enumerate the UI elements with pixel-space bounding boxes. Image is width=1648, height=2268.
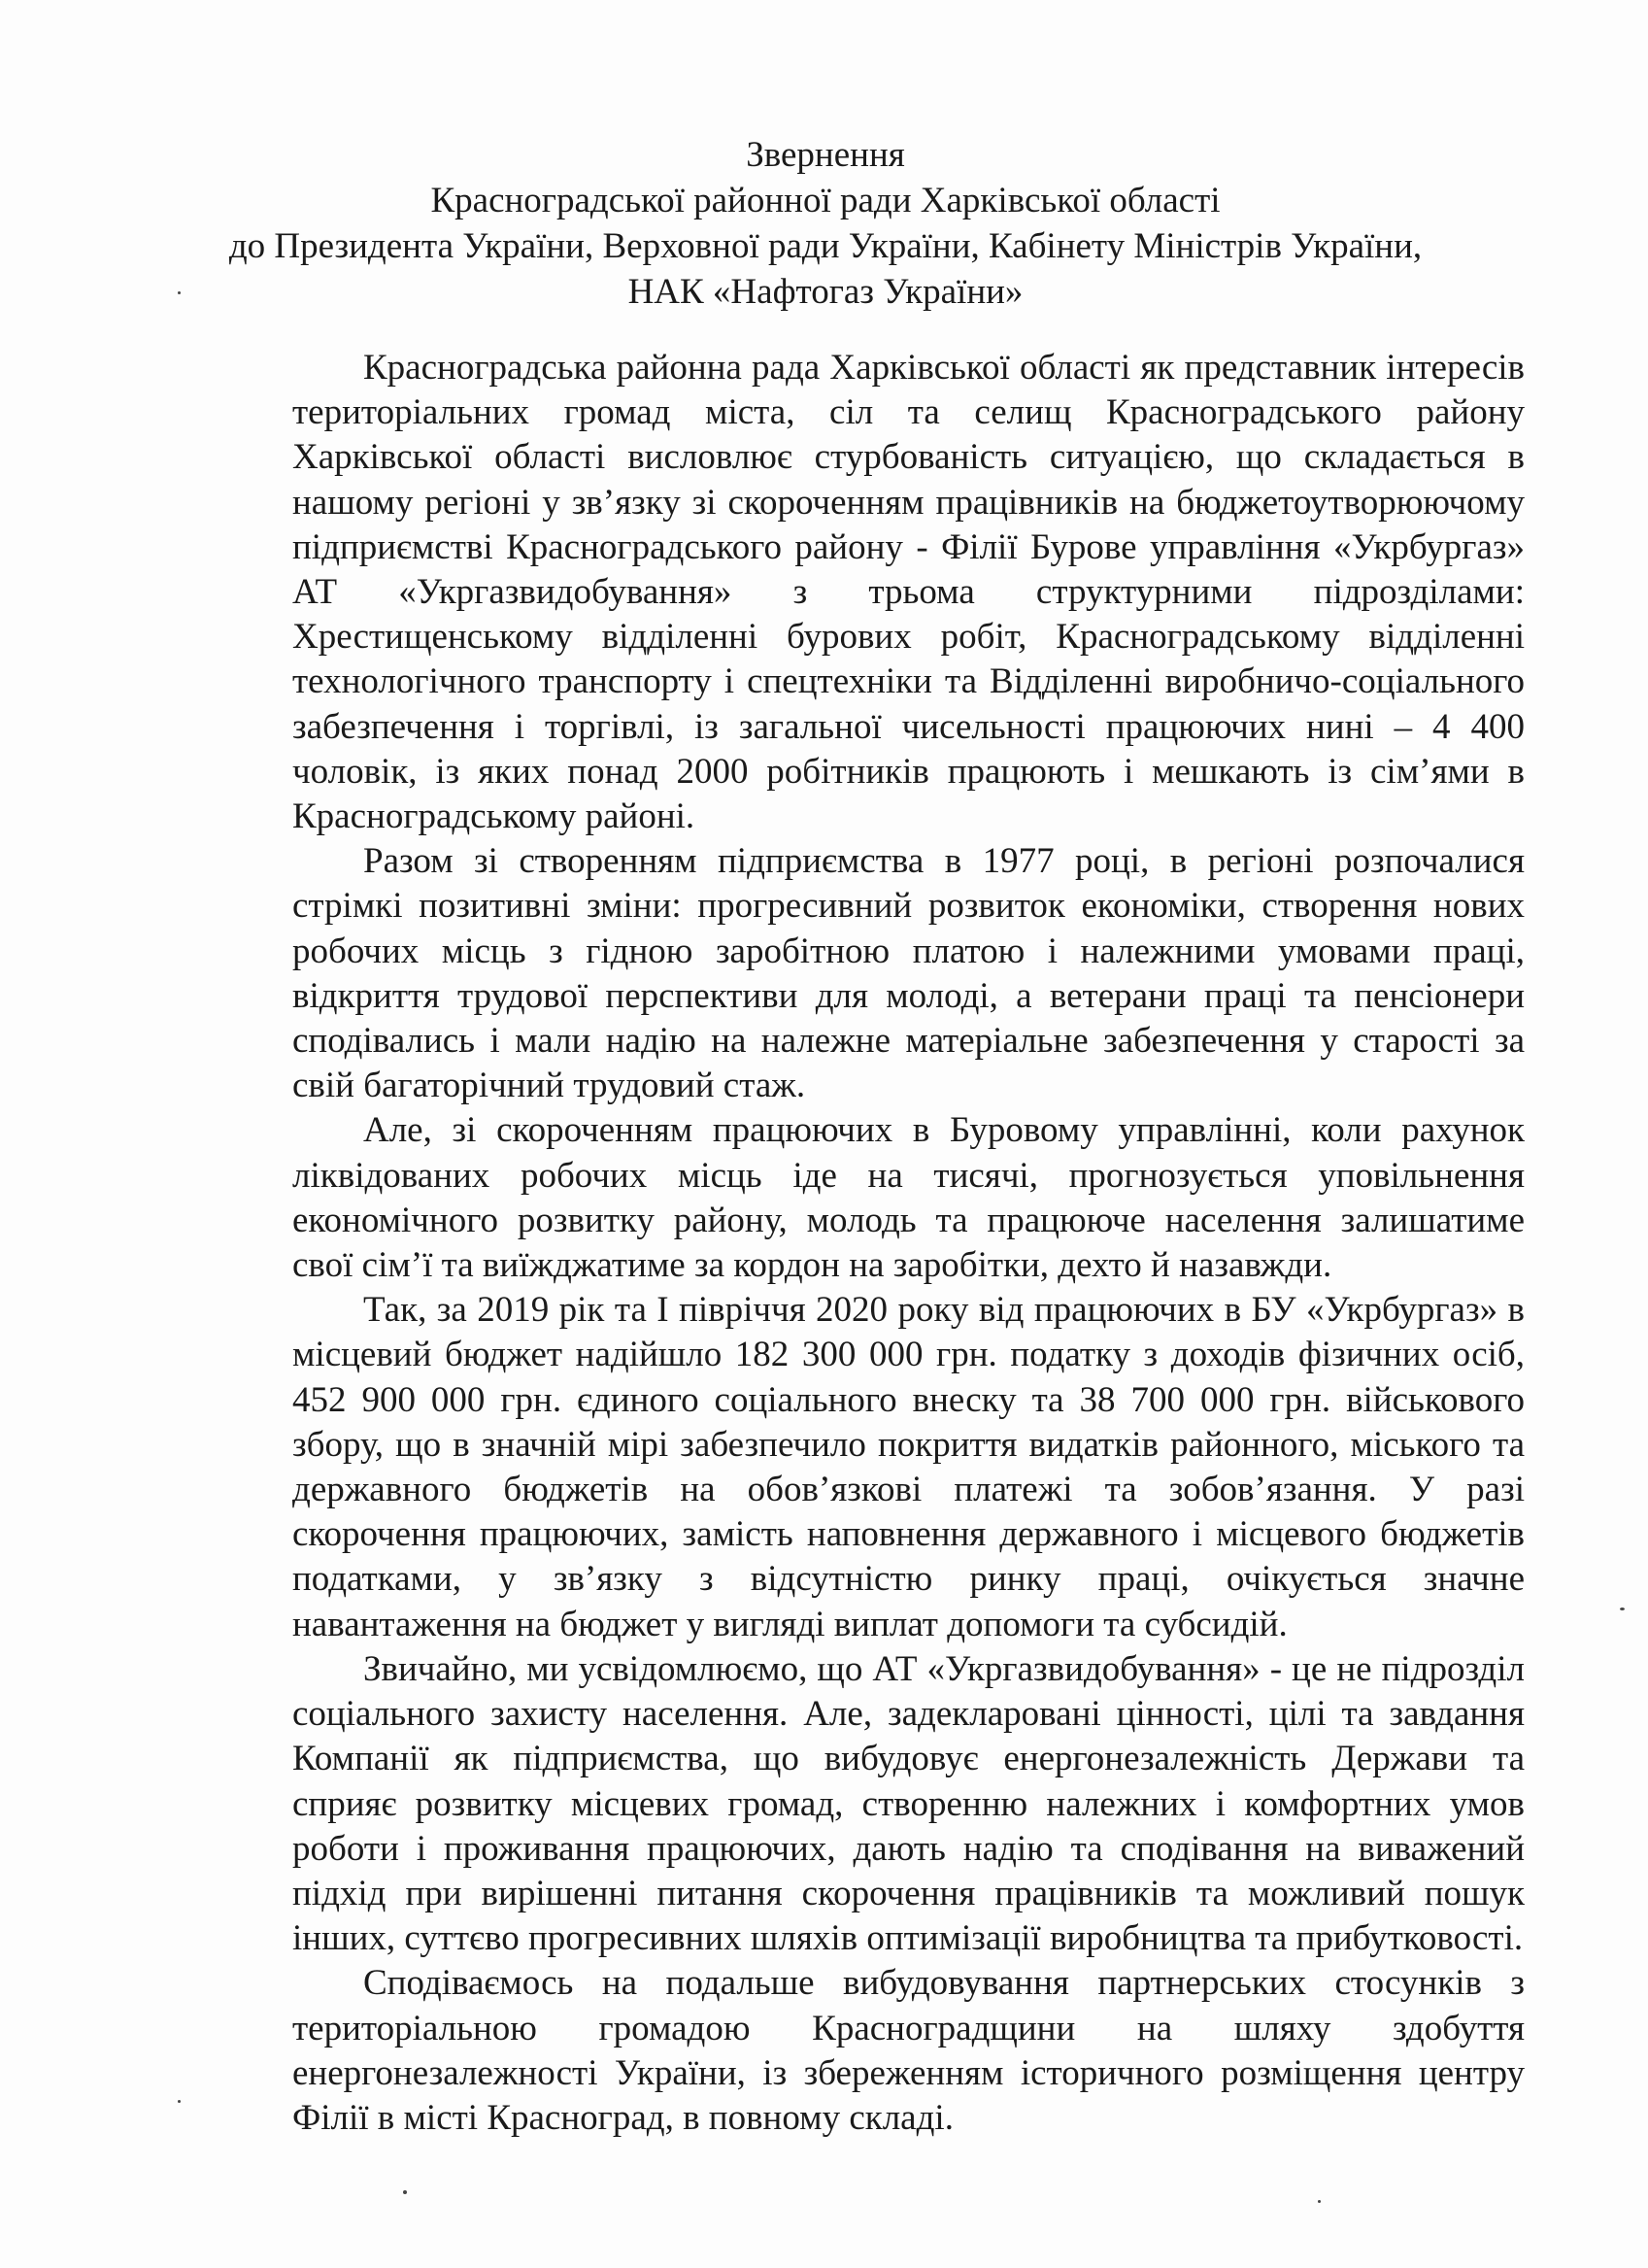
document-body <box>221 346 1525 2141</box>
text-line: скорочення працюючих, замість наповнення державного і місцевого бюджетів <box>292 1514 1525 1555</box>
scan-speck <box>1620 1608 1625 1610</box>
text-line: Хрестищенському відділенні бурових робіт, Красноградському відділенні <box>292 617 1525 658</box>
text-line: податками, у зв’язку з відсутністю ринку праці, очікується значне <box>292 1559 1525 1600</box>
text-line: сприяє розвитку місцевих громад, створенню належних і комфортних умов <box>292 1783 1525 1824</box>
text-line: свої сім’ї та виїжджатиме за кордон на заробітки, дехто й назавжди. <box>292 1245 1332 1286</box>
header-author: Красноградської районної ради Харківської області <box>430 181 1221 220</box>
text-line: робочих місць з гідною заробітною платою і належними умовами праці, <box>292 931 1525 971</box>
scan-speck <box>1318 2200 1321 2203</box>
header-title: Звернення <box>746 135 905 175</box>
text-line: місцевий бюджет надійшло 182 300 000 грн. податку з доходів фізичних осіб, <box>292 1335 1525 1375</box>
text-line: Компанії як підприємства, що вибудовує енергонезалежність Держави та <box>292 1739 1525 1779</box>
text-line: сподівались і мали надію на належне матеріальне забезпечення у старості за <box>292 1021 1525 1062</box>
text-line: енергонезалежності України, із збереженням історичного розміщення центру <box>292 2052 1525 2093</box>
header-addressee-naftogaz: НАК «Нафтогаз України» <box>627 272 1024 312</box>
text-line: Красноградському районі. <box>292 796 695 837</box>
text-line: технологічного транспорту і спецтехніки та Відділенні виробничо-соціального <box>292 661 1525 702</box>
scan-speck <box>178 2100 181 2103</box>
document-header <box>146 132 1505 315</box>
scan-speck <box>403 2190 407 2194</box>
text-line: підприємстві Красноградського району - Філії Бурове управління «Укрбургаз» <box>292 526 1525 567</box>
text-line: територіальною громадою Красноградщини на шляху здобуття <box>292 2008 1525 2048</box>
text-line: Так, за 2019 рік та І півріччя 2020 року від працюючих в БУ «Укрбургаз» в <box>363 1290 1525 1331</box>
text-line: Звичайно, ми усвідомлюємо, що АТ «Укргазвидобування» - це не підрозділ <box>363 1648 1525 1689</box>
text-line: територіальних громад міста, сіл та селищ Красноградського району <box>292 392 1525 433</box>
text-line: соціального захисту населення. Але, задекларовані цінності, цілі та завдання <box>292 1694 1525 1735</box>
text-line: роботи і проживання працюючих, дають надію та сподівання на виважений <box>292 1828 1525 1869</box>
text-line: чоловік, із яких понад 2000 робітників працюють і мешкають із сім’ями в <box>292 751 1525 792</box>
text-line: підхід при вирішенні питання скорочення працівників та можливий пошук <box>292 1873 1525 1913</box>
paragraph-6 <box>221 1961 1525 2141</box>
text-line: державного бюджетів на обов’язкові платежі та зобов’язання. У разі <box>292 1470 1525 1510</box>
paragraph-2 <box>221 839 1525 1108</box>
text-line: ліквідованих робочих місць іде на тисячі, прогнозується уповільнення <box>292 1155 1525 1196</box>
text-line: нашому регіоні у зв’язку зі скороченням працівників на бюджетоутворюючому <box>292 482 1525 523</box>
text-line: стрімкі позитивні зміни: прогресивний розвиток економіки, створення нових <box>292 886 1525 927</box>
text-line: АТ «Укргазвидобування» з трьома структурними підрозділами: <box>292 572 1525 613</box>
text-line: свій багаторічний трудовий стаж. <box>292 1066 806 1106</box>
text-line: забезпечення і торгівлі, із загальної чисельності працюючих нині – 4 400 <box>292 706 1525 747</box>
text-line: Красноградська районна рада Харківської області як представник інтересів <box>363 348 1525 388</box>
paragraph-5 <box>221 1647 1525 1961</box>
scan-speck <box>178 291 181 294</box>
paragraph-4 <box>221 1288 1525 1647</box>
text-line: навантаження на бюджет у вигляді виплат допомоги та субсидій. <box>292 1604 1288 1644</box>
header-addressees: до Президента України, Верховної ради України, Кабінету Міністрів України, <box>228 226 1423 266</box>
text-line: Філії в місті Красноград, в повному складі. <box>292 2097 954 2138</box>
text-line: 452 900 000 грн. єдиного соціального внеску та 38 700 000 грн. військового <box>292 1379 1525 1420</box>
text-line: збору, що в значній мірі забезпечило покриття видатків районного, міського та <box>292 1424 1525 1465</box>
text-line: інших, суттєво прогресивних шляхів оптимізації виробництва та прибутковості. <box>292 1918 1524 1959</box>
text-line: відкриття трудової перспективи для молоді, а ветерани праці та пенсіонери <box>292 975 1525 1016</box>
paragraph-1 <box>221 346 1525 839</box>
text-line: Але, зі скороченням працюючих в Буровому управлінні, коли рахунок <box>363 1110 1525 1151</box>
text-line: економічного розвитку району, молодь та працююче населення залишатиме <box>292 1200 1525 1240</box>
text-line: Харківської області висловлює стурбованість ситуацією, що складається в <box>292 437 1525 478</box>
text-line: Сподіваємось на подальше вибудовування партнерських стосунків з <box>363 1963 1525 2004</box>
paragraph-3 <box>221 1108 1525 1288</box>
text-line: Разом зі створенням підприємства в 1977 році, в регіоні розпочалися <box>363 841 1525 882</box>
